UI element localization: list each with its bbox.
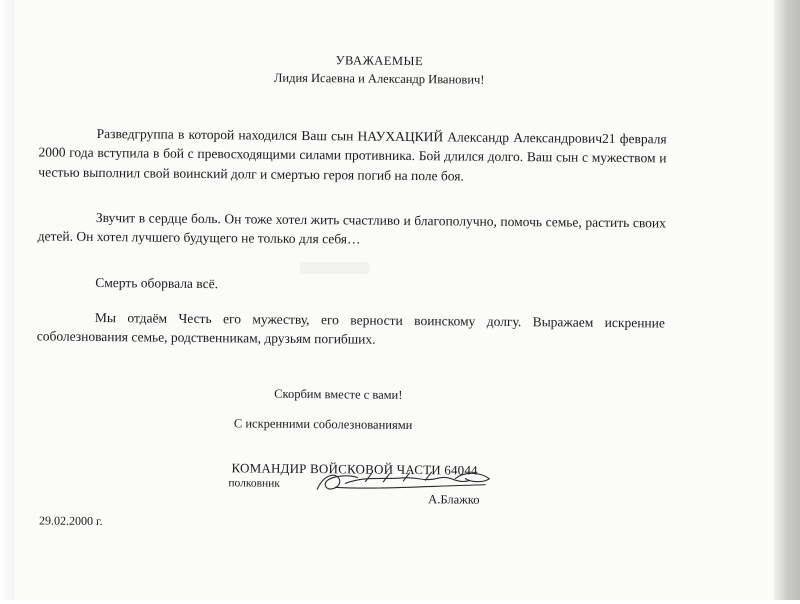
signer-name: А.Блажко bbox=[428, 492, 480, 507]
paragraph-4-text: Мы отдаём Честь его мужеству, его верности воинскому долгу. Выражаем искренние соболезнования семье, родственникам, друзьям погибших. bbox=[36, 309, 665, 347]
commander-title: КОМАНДИР ВОЙСКОВОЙ ЧАСТИ 64044 bbox=[231, 460, 478, 478]
scan-left-edge bbox=[0, 0, 14, 600]
paragraph-2-text: Звучит в сердце боль. Он тоже хотел жить счастливо и благополучно, помочь семье, растить своих детей. Он хотел лучшего будущего не только для себя… bbox=[37, 209, 666, 247]
scan-smudge bbox=[300, 262, 370, 274]
paragraph-4 bbox=[37, 307, 665, 352]
paragraph-1 bbox=[38, 123, 667, 187]
letter-body bbox=[34, 0, 780, 604]
paragraph-1-text: Разведгруппа в которой находился Ваш сын НАУХАЦКИЙ Александр Александрович21 февраля 2000 года вступила в бой с превосходящими силами противника. Бой длился долго. Ваш сын с мужеством и честью выполнил свой воинский долг и смертью героя погиб на поле боя. bbox=[38, 125, 667, 184]
letter-addressee: Лидия Исаевна и Александр Иванович! bbox=[273, 70, 485, 87]
signer-rank: полковник bbox=[228, 477, 280, 490]
paragraph-2 bbox=[38, 207, 666, 252]
letter-date: 29.02.2000 г. bbox=[38, 513, 103, 529]
closing-line-1: Скорбим вместе с вами! bbox=[274, 386, 403, 402]
paragraph-3 bbox=[37, 272, 665, 297]
letter-title: УВАЖАЕМЫЕ bbox=[335, 53, 424, 69]
closing-line-2: С искренними соболезнованиями bbox=[233, 416, 413, 433]
paragraph-3-text: Смерть оборвала всё. bbox=[95, 274, 219, 292]
